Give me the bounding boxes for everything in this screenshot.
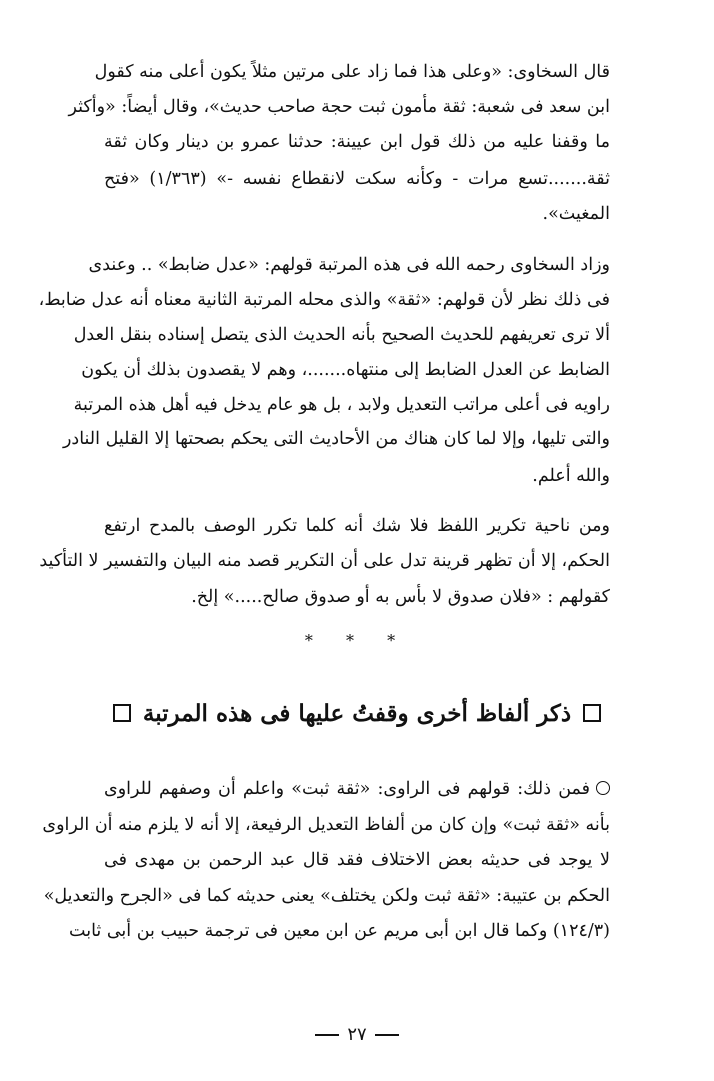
- paragraph-line: الحكم بن عتيبة: «ثقة ثبت ولكن يختلف» يعنى حديثه كما فى «الجرح والتعديل»: [43, 886, 610, 906]
- checkbox-square-icon: [113, 704, 131, 722]
- dash-decoration: [375, 1034, 399, 1036]
- paragraph-line: ما وقفنا عليه من ذلك قول ابن عيينة: حدثنا عمرو بن دينار وكان ثقة: [104, 132, 610, 152]
- paragraph-line: فى ذلك نظر لأن قولهم: «ثقة» والذى محله المرتبة الثانية معناه أنه عدل ضابط،: [38, 290, 610, 310]
- paragraph-line: لا يوجد فى حديثه بعض الاختلاف فقد قال عبد الرحمن بن مهدى فى: [104, 850, 610, 870]
- paragraph-line: كقولهم : «فلان صدوق لا بأس به أو صدوق صالح.....» إلخ.: [191, 587, 610, 607]
- paragraph-line: والله أعلم.: [532, 466, 610, 486]
- paragraph-line: والتى تليها، وإلا لما كان هناك من الأحاديث التى يحكم بصحتها إلا القليل النادر: [62, 429, 610, 449]
- paragraph-line: وزاد السخاوى رحمه الله فى هذه المرتبة قولهم: «عدل ضابط» .. وعندى: [88, 255, 610, 275]
- paragraph-line: بأنه «ثقة ثبت» وإن كان من ألفاظ التعديل الرفيعة، إلا أنه لا يلزم منه أن الراوى: [42, 815, 610, 835]
- paragraph-line: ومن ناحية تكرير اللفظ فلا شك أنه كلما تكرر الوصف بالمدح ارتفع: [104, 516, 610, 536]
- page-number-text: ٢٧: [347, 1024, 367, 1045]
- paragraph-line-text: فمن ذلك: قولهم فى الراوى: «ثقة ثبت» واعلم أن وصفهم للراوى: [104, 779, 590, 799]
- paragraph-line: ثقة.......تسع مرات - وكأنه سكت لانقطاع نفسه -» (١/٣٦٣) «فتح: [104, 169, 610, 189]
- checkbox-square-icon: [583, 704, 601, 722]
- paragraph-line: قال السخاوى: «وعلى هذا فما زاد على مرتين مثلاً يكون أعلى منه كقول: [94, 62, 610, 82]
- section-heading: [0, 697, 714, 731]
- dash-decoration: [315, 1034, 339, 1036]
- paragraph-line: ألا ترى تعريفهم للحديث الصحيح بأنه الحديث الذى يتصل إسناده بنقل العدل: [73, 325, 610, 345]
- paragraph-line: المغيث».: [542, 204, 610, 224]
- paragraph-line: راويه فى أعلى مراتب التعديل ولابد ، بل هو عام يدخل فيه أهل هذه المرتبة: [73, 395, 610, 415]
- section-separator: * * *: [304, 631, 410, 650]
- bullet-circle-icon: [596, 781, 610, 795]
- paragraph-line: (١٢٤/٣) وكما قال ابن أبى مريم عن ابن معين فى ترجمة حبيب بن أبى ثابت: [69, 921, 610, 941]
- page-number: [0, 1024, 714, 1045]
- paragraph-line: [104, 775, 610, 803]
- paragraph-line: ابن سعد فى شعبة: ثقة مأمون ثبت حجة صاحب حديث»، وقال أيضاً: «وأكثر: [68, 97, 610, 117]
- paragraph-line: الضابط عن العدل الضابط إلى منتهاه.......، وهم لا يقصدون بذلك أن يكون: [81, 360, 610, 380]
- section-heading-text: ذكر ألفاظ أخرى وقفتُ عليها فى هذه المرتبة: [142, 700, 572, 727]
- paragraph-line: الحكم، إلا أن تظهر قرينة تدل على أن التكرير قصد منه البيان والتفسير لا التأكيد: [39, 551, 610, 571]
